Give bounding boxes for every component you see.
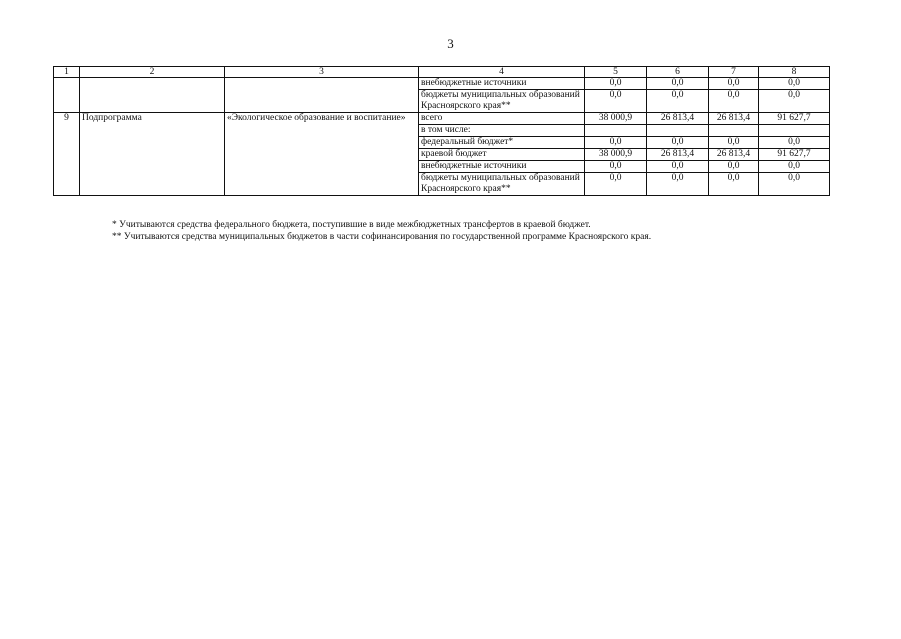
value-cell: 0,0: [585, 90, 647, 113]
value-cell: 26 813,4: [647, 113, 709, 125]
col-header-7: 7: [709, 67, 759, 78]
value-cell: 0,0: [759, 173, 830, 196]
value-cell: 0,0: [585, 173, 647, 196]
funding-source: краевой бюджет: [419, 149, 585, 161]
col-header-1: 1: [54, 67, 80, 78]
value-cell: 0,0: [647, 78, 709, 90]
value-cell: 26 813,4: [647, 149, 709, 161]
value-cell: 0,0: [759, 78, 830, 90]
program-name: «Экологическое образование и воспитание»: [225, 113, 419, 196]
value-cell: 0,0: [759, 137, 830, 149]
value-cell: 0,0: [585, 78, 647, 90]
table-row: [54, 113, 830, 125]
funding-source: бюджеты муниципальных образований Красноярского края**: [419, 90, 585, 113]
col-header-4: 4: [419, 67, 585, 78]
page-number: 3: [447, 36, 454, 51]
header-row: [54, 67, 830, 78]
value-cell: 91 627,7: [759, 113, 830, 125]
cont-type-cell: [80, 78, 225, 113]
value-cell: 0,0: [647, 161, 709, 173]
footnote-federal: * Учитываются средства федерального бюджета, поступившие в виде межбюджетных трансфертов в краевой бюджет.: [112, 220, 591, 230]
program-type: Подпрограмма: [80, 113, 225, 196]
budget-table: [53, 66, 830, 196]
funding-source: федеральный бюджет*: [419, 137, 585, 149]
program-number: 9: [54, 113, 80, 196]
value-cell: 0,0: [709, 78, 759, 90]
value-cell: [647, 125, 709, 137]
value-cell: [709, 125, 759, 137]
cont-number-cell: [54, 78, 80, 113]
funding-source: всего: [419, 113, 585, 125]
col-header-3: 3: [225, 67, 419, 78]
table-row: [54, 78, 830, 90]
value-cell: [585, 125, 647, 137]
value-cell: 0,0: [647, 173, 709, 196]
value-cell: 0,0: [647, 137, 709, 149]
funding-source: внебюджетные источники: [419, 161, 585, 173]
footnote-municipal: ** Учитываются средства муниципальных бюджетов в части софинансирования по государственной программе Красноярского края.: [112, 232, 652, 242]
funding-source: бюджеты муниципальных образований Красноярского края**: [419, 173, 585, 196]
value-cell: [759, 125, 830, 137]
cont-name-cell: [225, 78, 419, 113]
footnotes: [112, 219, 651, 243]
col-header-5: 5: [585, 67, 647, 78]
value-cell: 26 813,4: [709, 113, 759, 125]
value-cell: 26 813,4: [709, 149, 759, 161]
value-cell: 0,0: [647, 90, 709, 113]
value-cell: 0,0: [759, 90, 830, 113]
value-cell: 0,0: [585, 137, 647, 149]
value-cell: 91 627,7: [759, 149, 830, 161]
value-cell: 38 000,9: [585, 149, 647, 161]
value-cell: 0,0: [585, 161, 647, 173]
funding-source: внебюджетные источники: [419, 78, 585, 90]
value-cell: 0,0: [759, 161, 830, 173]
col-header-6: 6: [647, 67, 709, 78]
value-cell: 0,0: [709, 137, 759, 149]
value-cell: 0,0: [709, 161, 759, 173]
value-cell: 0,0: [709, 173, 759, 196]
funding-source: в том числе:: [419, 125, 585, 137]
value-cell: 38 000,9: [585, 113, 647, 125]
value-cell: 0,0: [709, 90, 759, 113]
col-header-8: 8: [759, 67, 830, 78]
col-header-2: 2: [80, 67, 225, 78]
